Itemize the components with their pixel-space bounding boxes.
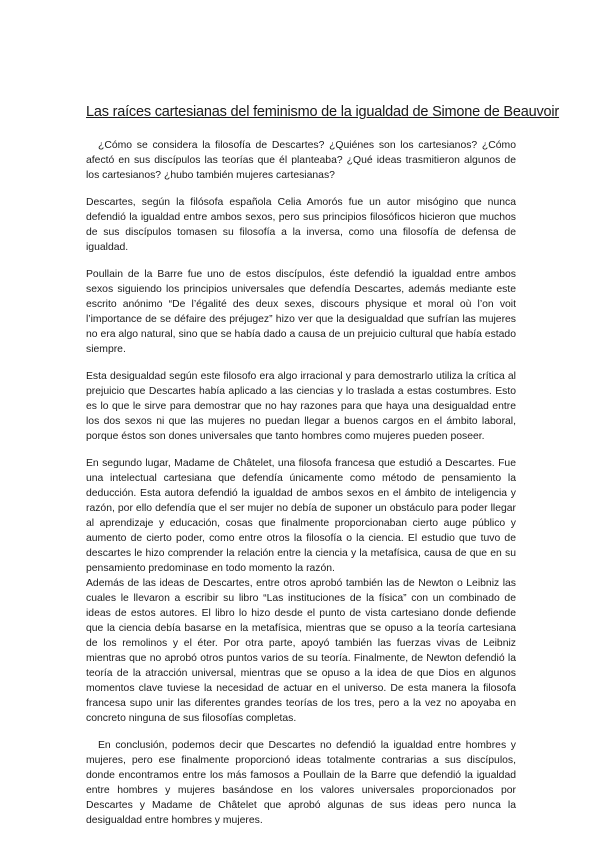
paragraph-intro-questions: ¿Cómo se considera la filosofía de Descartes? ¿Quiénes son los cartesianos? ¿Cómo afectó en sus discípulos las teorías que él planteaba? ¿Qué ideas trasmitieron algunos de los cartesianos? ¿hubo también mujeres cartesianas? [86, 140, 516, 181]
paragraph-descartes-amoros: Descartes, según la filósofa española Celia Amorós fue un autor misógino que nunca defendió la igualdad entre ambos sexos, pero sus principios filosóficos hicieron que muchos de sus discípulos tomasen su filosofía a la inversa, como una filosofía de defensa de igualdad. [86, 197, 516, 253]
paragraph-chatelet: En segundo lugar, Madame de Châtelet, una filosofa francesa que estudió a Descartes. Fue una intelectual cartesiana que defendía únicamente como método de pensamiento la deducción. Esta autora defendió la igualdad de ambos sexos en el ámbito de inteligencia y razón, por ello defendía que el ser mujer no debía de suponer un obstáculo para poder llegar al aprendizaje y educación, cosas que finalmente proporcionaban cierto auge público y aumento de cierto poder, como entre otros la filosofía o la ciencia. El estudio que tuvo de descartes le hizo comprender la relación entre la ciencia y la metafísica, causa de que en su pensamiento predominase en todo momento la razón. [86, 458, 516, 574]
paragraph-newton-leibniz: Además de las ideas de Descartes, entre otros aprobó también las de Newton o Leibniz las cuales le llevaron a escribir su libro “Las instituciones de la física” con un combinado de ideas de estos autores. El libro lo hizo desde el punto de vista cartesiano donde defiende que la ciencia debía basarse en la metafísica, mientras que se opuso a la teoría cartesiana de los remolinos y el éter. Por otra parte, apoyó también las fuerzas vivas de Leibniz mientras que no aprobó otros puntos varios de su teoría. Finalmente, de Newton defendió la teoría de la atracción universal, mientras que se opuso a la idea de que Dios en algunos momentos clave tuviese la necesidad de actuar en el universo. De esta manera la filosofa francesa supo unir las diferentes grandes teorías de los tres, pero a la vez no apoyaba en concreto ninguna de sus filosofías completas. [86, 578, 516, 724]
paragraph-conclusion: En conclusión, podemos decir que Descartes no defendió la igualdad entre hombres y mujeres, pero ese finalmente proporcionó ideas totalmente contrarias a sus discípulos, donde encontramos entre los más famosos a Poullain de la Barre que defendió la igualdad entre hombres y mujeres basándose en los valores universales proporcionados por Descartes y Madame de Châtelet que aprobó algunas de sus ideas pero nunca la desigualdad entre hombres y mujeres. [86, 740, 516, 826]
paragraph-poullain: Poullain de la Barre fue uno de estos discípulos, éste defendió la igualdad entre ambos sexos siguiendo los principios universales que defendía Descartes, además mediante este escrito anónimo “De l’égalité des deux sexes, discours physique et moral où l’on voit l’importance de se défaire des préjugez” hizo ver que la desigualdad que sufrían las mujeres no era algo natural, sino que se había dado a causa de un prejuicio cultural que había estado siempre. [86, 269, 516, 355]
paragraph-desigualdad: Esta desigualdad según este filosofo era algo irracional y para demostrarlo utiliza la crítica al prejuicio que Descartes había aplicado a las ciencias y lo traslada a estas costumbres. Esto es lo que le sirve para demostrar que no hay razones para que haya una desigualdad entre los dos sexos ni que las mujeres no puedan llegar a buenos cargos en el ámbito laboral, porque éstos son dones universales que tanto hombres como mujeres pueden poseer. [86, 371, 516, 442]
document-title: Las raíces cartesianas del feminismo de la igualdad de Simone de Beauvoir [86, 104, 560, 120]
